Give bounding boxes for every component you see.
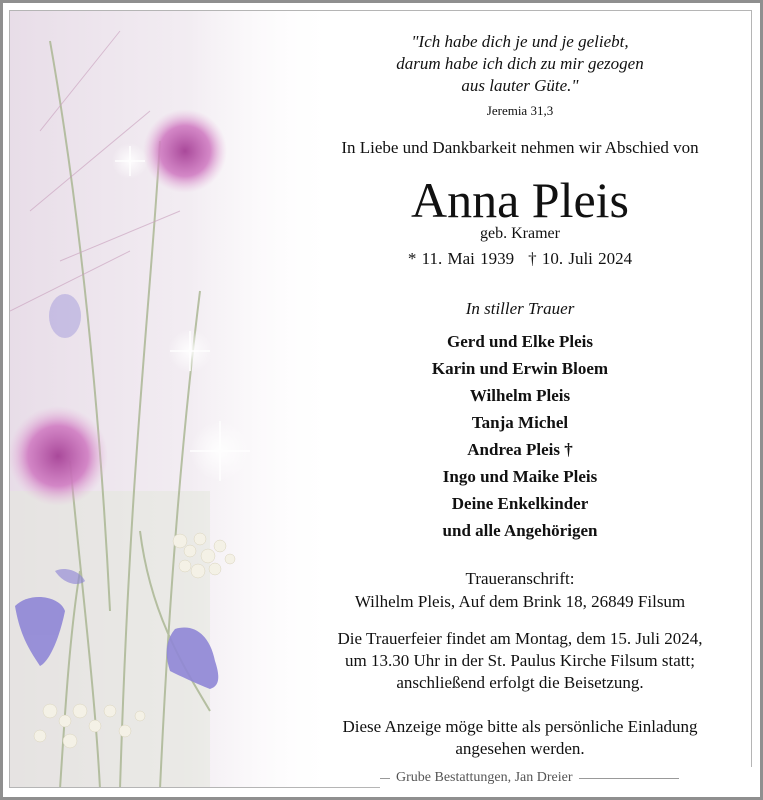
obituary-text — [280, 11, 752, 788]
bible-quote — [280, 31, 752, 97]
quote-line: "Ich habe dich je und je geliebt, — [411, 32, 629, 51]
footer-rule — [380, 778, 390, 779]
mourner-entry: Gerd und Elke Pleis — [447, 332, 593, 351]
life-dates — [280, 249, 752, 269]
mourner-entry: Tanja Michel — [471, 413, 569, 432]
birth-name: geb. Kramer — [480, 225, 560, 242]
footer-rule — [579, 778, 679, 779]
pink-flower — [143, 109, 227, 193]
mourners-list — [280, 328, 752, 544]
address-label: Traueranschrift: — [465, 569, 575, 588]
mourner-entry: Wilhelm Pleis — [469, 386, 571, 405]
invitation-note — [280, 716, 752, 760]
quote-reference: Jeremia 31,3 — [486, 103, 554, 118]
funeral-details — [280, 628, 752, 694]
obituary-card — [9, 10, 752, 788]
quote-line: darum habe ich dich zu mir gezogen — [396, 54, 644, 73]
mourning-address: Wilhelm Pleis, Auf dem Brink 18, 26849 Filsum — [354, 592, 686, 611]
death-date: † 10. Juli 2024 — [528, 249, 633, 268]
invitation-line: angesehen werden. — [455, 739, 585, 758]
mourner-entry: Deine Enkelkinder — [451, 494, 589, 513]
funeral-line: anschließend erfolgt die Beisetzung. — [396, 673, 644, 692]
farewell-intro: In Liebe und Dankbarkeit nehmen wir Abschied von — [341, 138, 699, 157]
funeral-line: Die Trauerfeier findet am Montag, dem 15. Juli 2024, — [337, 629, 703, 648]
quote-line: aus lauter Güte." — [461, 76, 579, 95]
funeral-line: um 13.30 Uhr in der St. Paulus Kirche Filsum statt; — [345, 651, 695, 670]
funeral-home-name: Grube Bestattungen, Jan Dreier — [396, 770, 573, 785]
deceased-name: Anna Pleis — [410, 172, 630, 228]
birth-date: * 11. Mai 1939 — [407, 249, 515, 268]
mourner-entry: Karin und Erwin Bloem — [431, 359, 609, 378]
mourning-heading: In stiller Trauer — [465, 299, 575, 318]
pink-flower — [10, 406, 108, 506]
funeral-home-credit — [380, 767, 760, 789]
mourner-entry: Ingo und Maike Pleis — [442, 467, 598, 486]
mourner-entry: Andrea Pleis † — [467, 440, 573, 459]
invitation-line: Diese Anzeige möge bitte als persönliche Einladung — [342, 717, 698, 736]
mourner-entry: und alle Angehörigen — [442, 521, 598, 540]
